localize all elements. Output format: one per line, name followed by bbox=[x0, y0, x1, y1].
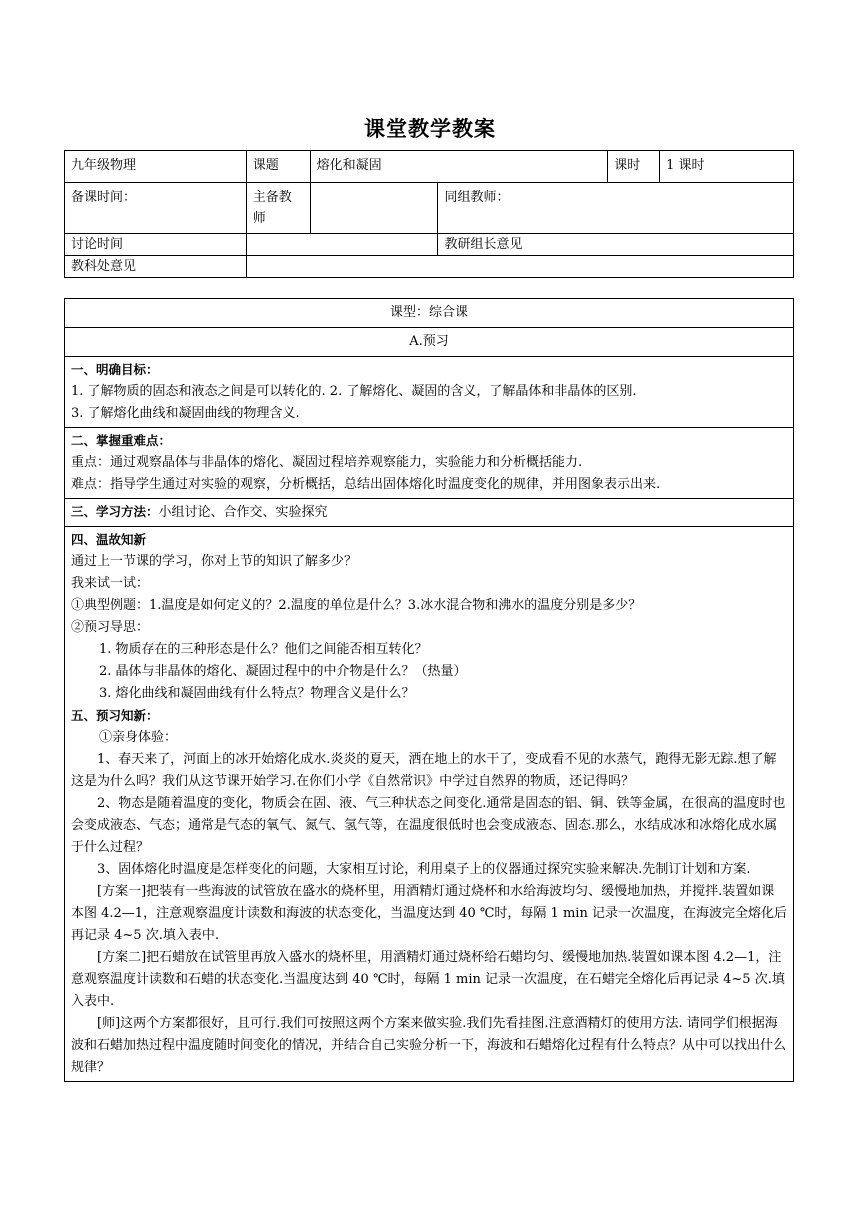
goals-line-1: 1. 了解物质的固态和液态之间是可以转化的. 2. 了解熔化、凝固的含义，了解晶体和非晶体的区别. bbox=[71, 384, 637, 399]
office-label: 教科处意见 bbox=[65, 256, 247, 278]
group-teacher-label: 同组教师： bbox=[438, 183, 794, 234]
paragraph-3: 3、固体熔化时温度是怎样变化的问题，大家相互讨论，利用桌子上的仪器通过探究实验来解决.先制订计划和方案. bbox=[97, 862, 751, 877]
section-methods-title: 三、学习方法： bbox=[71, 504, 159, 519]
key-point-line: 重点：通过观察晶体与非晶体的熔化、凝固过程培养观察能力，实验能力和分析概括能力. bbox=[71, 455, 583, 470]
discussion-time-label: 讨论时间 bbox=[65, 234, 247, 256]
section-review bbox=[65, 527, 794, 1082]
topic-value: 熔化和凝固 bbox=[310, 151, 608, 183]
guide-question-3: 3. 熔化曲线和凝固曲线有什么特点？物理含义是什么？ bbox=[99, 686, 415, 701]
review-line-1: 通过上一节课的学习，你对上节的知识了解多少？ bbox=[71, 554, 358, 569]
preview-heading: A.预习 bbox=[65, 328, 794, 357]
page-title: 课堂教学教案 bbox=[364, 117, 496, 141]
section-new-title: 五、预习知新： bbox=[71, 708, 159, 723]
review-example: ①典型例题：1.温度是如何定义的？2.温度的单位是什么？3.冰水混合物和沸水的温度分别是多少？ bbox=[71, 598, 642, 613]
plan-one: [方案一]把装有一些海波的试管放在盛水的烧杯里，用酒精灯通过烧杯和水给海波均匀、缓慢地加热，并搅拌.装置如课本图 4.2—1，注意观察温度计读数和海波的状态变化，当温度达到 40 ℃时，每隔 1 min 记录一次温度，在海波完全熔化后再记录 4~5 次.填入表中. bbox=[71, 884, 787, 943]
prep-time-label: 备课时间： bbox=[65, 183, 247, 234]
review-line-2: 我来试一试： bbox=[71, 576, 150, 591]
topic-label: 课题 bbox=[246, 151, 310, 183]
section-goals bbox=[65, 357, 794, 428]
group-leader-label: 教研组长意见 bbox=[438, 234, 794, 256]
section-key-points-title: 二、掌握重难点： bbox=[71, 433, 172, 448]
section-review-title: 四、温故知新 bbox=[71, 532, 147, 547]
discussion-time-value bbox=[246, 234, 438, 256]
subject-cell: 九年级物理 bbox=[65, 151, 247, 183]
guide-question-1: 1. 物质存在的三种形态是什么？他们之间能否相互转化？ bbox=[99, 642, 428, 657]
guide-question-2: 2. 晶体与非晶体的熔化、凝固过程中的中介物是什么？（热量） bbox=[99, 664, 467, 679]
experience-heading: ①亲身体验： bbox=[99, 730, 178, 745]
office-value bbox=[246, 256, 793, 278]
teacher-note: [师]这两个方案都很好，且可行.我们可按照这两个方案来做实验.我们先看挂图.注意酒精灯的使用方法. 请同学们根据海波和石蜡加热过程中温度随时间变化的情况，并结合自己实验分析一下，海波和石蜡熔化过程有什么特点？从中可以找出什么规律？ bbox=[71, 1016, 787, 1075]
section-goals-title: 一、明确目标： bbox=[71, 362, 159, 377]
difficulty-line: 难点：指导学生通过对实验的观察，分析概括，总结出固体熔化时温度变化的规律，并用图象表示出来. bbox=[71, 477, 661, 492]
plan-two: [方案二]把石蜡放在试管里再放入盛水的烧杯里，用酒精灯通过烧杯给石蜡均匀、缓慢地加热.装置如课本图 4.2—1，注意观察温度计读数和石蜡的状态变化.当温度达到 40 ℃时，每隔 1 min 记录一次温度，在石蜡完全熔化后再记录 4~5 次.填入表中. bbox=[71, 950, 785, 1009]
lead-teacher-label: 主备教师 bbox=[246, 183, 310, 234]
methods-text: 小组讨论、合作交、实验探究 bbox=[158, 505, 328, 520]
section-methods bbox=[65, 499, 794, 527]
period-value: 1 课时 bbox=[660, 151, 794, 183]
lesson-type: 课型：综合课 bbox=[65, 299, 794, 328]
lesson-body-table bbox=[64, 298, 794, 1082]
review-guide: ②预习导思： bbox=[71, 620, 150, 635]
goals-line-2: 3. 了解熔化曲线和凝固曲线的物理含义. bbox=[71, 406, 300, 421]
paragraph-1: 1、春天来了，河面上的冰开始熔化成水.炎炎的夏天，洒在地上的水干了，变成看不见的水蒸气，跑得无影无踪.想了解这是为什么吗？我们从这节课开始学习.在你们小学《自然常识》中学过自然界的物质，还记得吗？ bbox=[71, 752, 777, 789]
section-key-points bbox=[65, 428, 794, 499]
paragraph-2: 2、物态是随着温度的变化，物质会在固、液、气三种状态之间变化.通常是固态的铝、铜、铁等金属，在很高的温度时也会变成液态、气态；通常是气态的氧气、氮气、氢气等，在温度很低时也会变成液态、固态.那么，水结成冰和冰熔化成水属于什么过程？ bbox=[71, 796, 786, 855]
lesson-header-table bbox=[64, 150, 794, 278]
period-label: 课时 bbox=[608, 151, 660, 183]
lead-teacher-value bbox=[310, 183, 438, 234]
